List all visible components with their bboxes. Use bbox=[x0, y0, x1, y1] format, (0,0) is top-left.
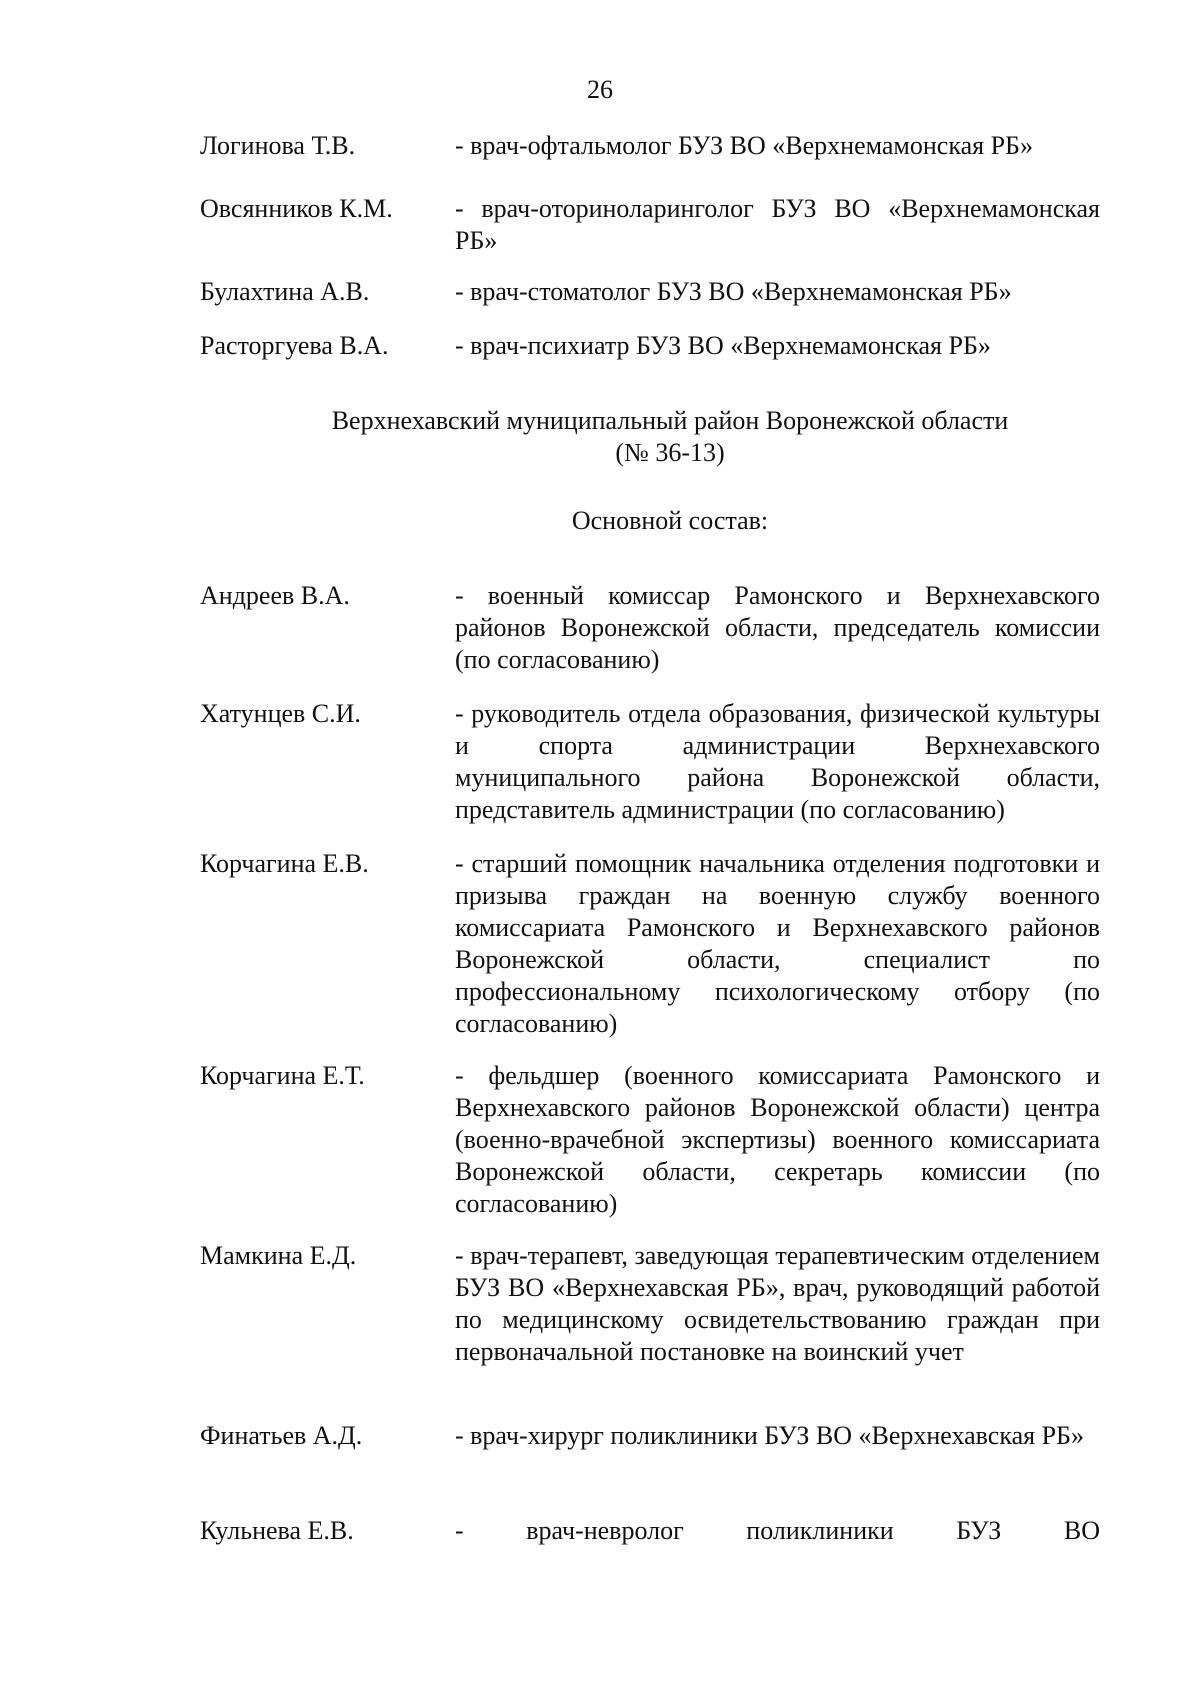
section-code: (№ 36-13) bbox=[615, 438, 725, 467]
member-name: Корчагина Е.Т. bbox=[200, 1061, 365, 1090]
member-name: Расторгуева В.А. bbox=[200, 331, 389, 360]
section-title-line: Верхнехавский муниципальный район Воронежской области bbox=[331, 406, 1009, 435]
member-description: - врач-психиатр БУЗ ВО «Верхнемамонская РБ» bbox=[455, 331, 991, 360]
member-name: Мамкина Е.Д. bbox=[200, 1241, 357, 1270]
member-name: Корчагина Е.В. bbox=[200, 849, 369, 878]
member-name: Кульнева Е.В. bbox=[200, 1516, 354, 1545]
member-name: Овсянников К.М. bbox=[200, 194, 393, 223]
member-name: Логинова Т.В. bbox=[200, 131, 356, 160]
member-description: - врач-невролог поликлиники БУЗ ВО bbox=[455, 1516, 1100, 1545]
member-description: - врач-стоматолог БУЗ ВО «Верхнемамонская РБ» bbox=[455, 277, 1012, 306]
member-name: Финатьев А.Д. bbox=[200, 1421, 363, 1450]
member-description: - врач-терапевт, заведующая терапевтическим отделением БУЗ ВО «Верхнехавская РБ», врач, руководящий работой по медицинскому освидетельствованию граждан при первоначальной постановке на воинский учет bbox=[455, 1241, 1100, 1366]
page-number: 26 bbox=[587, 75, 613, 104]
member-description: - фельдшер (военного комиссариата Рамонского и Верхнехавского районов Воронежской области) центра (военно-врачебной экспертизы) военного комиссариата Воронежской области, секретарь комиссии (по согласованию) bbox=[455, 1061, 1100, 1218]
member-description: - врач-хирург поликлиники БУЗ ВО «Верхнехавская РБ» bbox=[455, 1421, 1084, 1450]
section-title bbox=[220, 405, 1120, 469]
section-subtitle: Основной состав: bbox=[571, 506, 769, 535]
member-name: Булахтина А.В. bbox=[200, 277, 370, 306]
member-description: - врач-офтальмолог БУЗ ВО «Верхнемамонская РБ» bbox=[455, 131, 1033, 160]
member-description: - военный комиссар Рамонского и Верхнехавского районов Воронежской области, председатель комиссии (по согласованию) bbox=[455, 581, 1100, 674]
member-description: - врач-оториноларинголог БУЗ ВО «Верхнемамонская РБ» bbox=[455, 194, 1100, 255]
member-description: - старший помощник начальника отделения подготовки и призыва граждан на военную службу военного комиссариата Рамонского и Верхнехавского районов Воронежской области, специалист по профессиональному психологическому отбору (по согласованию) bbox=[455, 849, 1100, 1038]
member-description: - руководитель отдела образования, физической культуры и спорта администрации Верхнехавского муниципального района Воронежской области, представитель администрации (по согласованию) bbox=[455, 699, 1100, 824]
member-name: Андреев В.А. bbox=[200, 581, 350, 610]
member-name: Хатунцев С.И. bbox=[200, 699, 361, 728]
